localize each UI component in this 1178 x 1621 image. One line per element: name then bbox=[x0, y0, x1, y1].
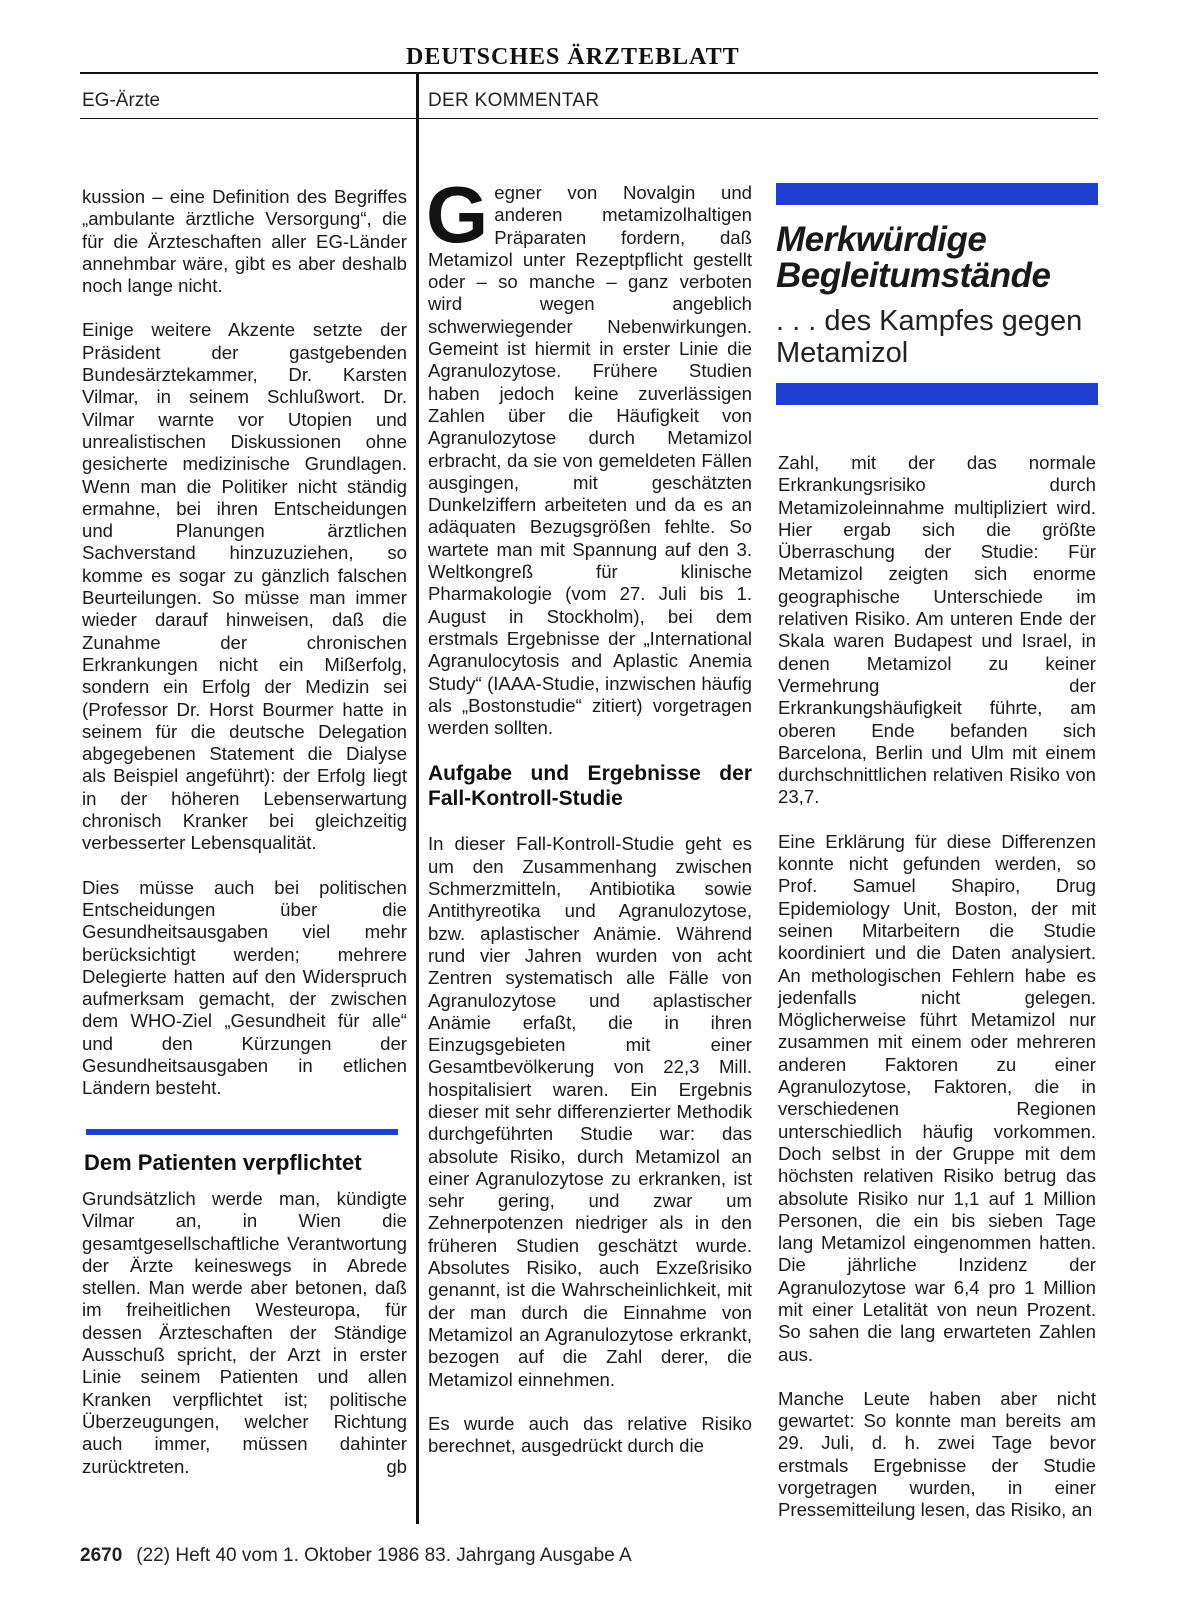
article-subtitle: . . . des Kampfes gegen Metamizol bbox=[776, 305, 1083, 369]
column-1-continued bbox=[82, 1188, 407, 1478]
title-bar-top bbox=[776, 183, 1098, 205]
col1-paragraph-3: Dies müsse auch bei politischen Entscheidungen über die Gesundheitsausgaben viel mehr berücksichtigt werden; mehrere Delegierte hatten auf den Widerspruch aufmerksam gemacht, der zwischen dem WHO-Ziel „Gesundheit für alle“ und den Kürzungen der Gesundheitsausgaben in etlichen Ländern besteht. bbox=[82, 876, 407, 1099]
col3-paragraph-3: Manche Leute haben aber nicht gewartet: So konnte man bereits am 29. Juli, d. h. zwei Tage bevor erstmals Ergebnisse der Studie vorgetragen wurden, in einer Pressemitteilung lesen, das Risiko, an bbox=[778, 1387, 1096, 1521]
page-footer bbox=[80, 1545, 632, 1567]
col2-paragraph-3: Es wurde auch das relative Risiko berechnet, ausgedrückt durch die bbox=[428, 1412, 752, 1457]
drop-cap: G bbox=[426, 170, 489, 259]
masthead: DEUTSCHES ÄRZTEBLATT bbox=[406, 44, 740, 70]
section-label-comment: DER KOMMENTAR bbox=[428, 90, 600, 111]
col1-paragraph-2: Einige weitere Akzente setzte der Präsident der gastgebenden Bundesärztekammer, Dr. Karsten Vilmar, in seinem Schlußwort. Dr. Vilmar warnte vor Utopien und unrealistischen Diskussionen ohne gesicherte medizinische Grundlagen. Wenn man die Politiker nicht ständig ermahne, bei ihren Entscheidungen und Planungen ärztlichen Sachverstand hinzuzuziehen, so komme es sogar zu gänzlich falschen Beurteilungen. So müsse man immer wieder darauf hinweisen, daß die Zunahme der chronischen Erkrankungen nicht ein Mißerfolg, sondern ein Erfolg der Medizin sei (Professor Dr. Horst Bourmer hatte in seinem für die deutsche Delegation abgegebenen Statement die Dialyse als Beispiel angeführt): der Erfolg liegt in der höheren Lebenserwartung chronisch Kranker bei gleichzeitig verbesserter Lebensqualität. bbox=[82, 319, 407, 854]
col1-paragraph-1: kussion – eine Definition des Begriffes „ambulante ärztliche Versorgung“, die für die Ärzteschaften aller EG-Länder annehmbar wäre, gibt es aber deshalb noch lange nicht. bbox=[82, 186, 407, 297]
column-1 bbox=[82, 186, 407, 1122]
col2-paragraph-1 bbox=[426, 170, 752, 739]
issue-info: (22) Heft 40 vom 1. Oktober 1986 83. Jahrgang Ausgabe A bbox=[136, 1545, 632, 1566]
page-number: 2670 bbox=[80, 1545, 123, 1566]
col1-paragraph-4 bbox=[82, 1188, 407, 1478]
column-divider bbox=[416, 74, 419, 1524]
col1-heading: Dem Patienten verpflichtet bbox=[84, 1150, 362, 1175]
section-divider-blue bbox=[86, 1129, 398, 1135]
column-3 bbox=[778, 452, 1096, 1544]
article-title: Merkwürdige Begleitumstände bbox=[776, 220, 1051, 295]
col2-paragraph-2: In dieser Fall-Kontroll-Studie geht es um den Zusammenhang zwischen Schmerzmitteln, Antibiotika sowie Antithyreotika und Agranulozytose, bzw. aplastischer Anämie. Während rund vier Jahren wurden von acht Zentren systematisch alle Fälle von Agranulozytose und aplastischer Anämie erfaßt, die in ihren Einzugsgebieten mit einer Gesamtbevölkerung von 22,3 Mill. hospitalisiert waren. Ein Ergebnis dieser mit sehr differenzierter Methodik durchgeführten Studie war: das absolute Risiko, durch Metamizol an einer Agranulozytose zu erkranken, ist sehr gering, und zwar um Zehnerpotenzen niedriger als in den früheren Studien geschätzt wurde. Absolutes Risiko, auch Exzeßrisiko genannt, ist die Wahrscheinlichkeit, mit der man durch die Einnahme von Metamizol an Agranulozytose erkrankt, bezogen auf die Zahl derer, die Metamizol einnehmen. bbox=[428, 833, 752, 1390]
title-bar-bottom bbox=[776, 383, 1098, 405]
author-signature: gb bbox=[386, 1455, 407, 1477]
col2-paragraph-1-text: egner von Novalgin und anderen metamizolhaltigen Präparaten fordern, daß Metamizol unter Rezeptpflicht gestellt oder – so manche – ganz verboten wird wegen angeblich schwerwiegender Nebenwirkungen. Gemeint ist hiermit in erster Linie die Agranulozytose. Frühere Studien haben jedoch keine zuverlässigen Zahlen über die Häufigkeit von Agranulozytose durch Metamizol erbracht, da sie von gemeldeten Fällen ausgingen, mit geschätzten Dunkelziffern arbeiteten und da es an adäquaten Bezugsgrößen fehlte. So wartete man mit Spannung auf den 3. Weltkongreß für klinische Pharmakologie (vom 27. Juli bis 1. August in Stockholm), bei dem erstmals Ergebnisse der „International Agranulocytosis and Aplastic Anemia Study“ (IAAA-Studie, inzwischen häufig als „Bostonstudie“ zitiert) vorgetragen werden sollten. bbox=[428, 182, 752, 739]
col3-paragraph-1: Zahl, mit der das normale Erkrankungsrisiko durch Metamizoleinnahme multipliziert wird. Hier ergab sich die größte Überraschung der Studie: Für Metamizol zeigten sich enorme geographische Unterschiede im relativen Risiko. Am unteren Ende der Skala waren Budapest und Israel, in denen Metamizol zu keiner Vermehrung der Erkrankungshäufigkeit führte, am oberen Ende befanden sich Barcelona, Berlin und Ulm mit einem durchschnittlichen relativen Risiko von 23,7. bbox=[778, 452, 1096, 808]
section-rule-right bbox=[418, 118, 1098, 119]
masthead-rule bbox=[80, 72, 1098, 74]
section-rule-left bbox=[80, 118, 416, 119]
col3-paragraph-2: Eine Erklärung für diese Differenzen konnte nicht gefunden werden, so Prof. Samuel Shapiro, Drug Epidemiology Unit, Boston, der mit seinen Mitarbeitern die Studie koordiniert und die Daten analysiert. An methologischen Fehlern habe es jedenfalls nicht gelegen. Möglicherweise führt Metamizol nur zusammen mit einem oder mehreren anderen Faktoren zu einer Agranulozytose, Faktoren, die in verschiedenen Regionen unterschiedlich häufig vorkommen. Doch selbst in der Gruppe mit dem höchsten relativen Risiko betrug das absolute Risiko nur 1,1 auf 1 Million Personen, die ein bis sieben Tage lang Metamizol eingenommen hatten. Die jährliche Inzidenz der Agranulozytose war 6,4 pro 1 Million mit einer Letalität von neun Prozent. So sahen die lang erwarteten Zahlen aus. bbox=[778, 830, 1096, 1365]
section-label-left: EG-Ärzte bbox=[82, 90, 161, 111]
col2-heading: Aufgabe und Ergebnisse der Fall-Kontroll-Studie bbox=[428, 762, 752, 811]
col1-paragraph-4-text: Grundsätzlich werde man, kündigte Vilmar an, in Wien die gesamtgesellschaftliche Verantwortung der Ärzte keineswegs in Abrede stellen. Man werde aber betonen, daß im freiheitlichen Westeuropa, für dessen Ärzteschaften der Ständige Ausschuß spricht, der Arzt in erster Linie seinem Patienten und allen Kranken verpflichtet ist; politische Überzeugungen, welcher Richtung auch immer, müssen dahinter zurücktreten. bbox=[82, 1188, 407, 1477]
column-2 bbox=[426, 170, 752, 1479]
